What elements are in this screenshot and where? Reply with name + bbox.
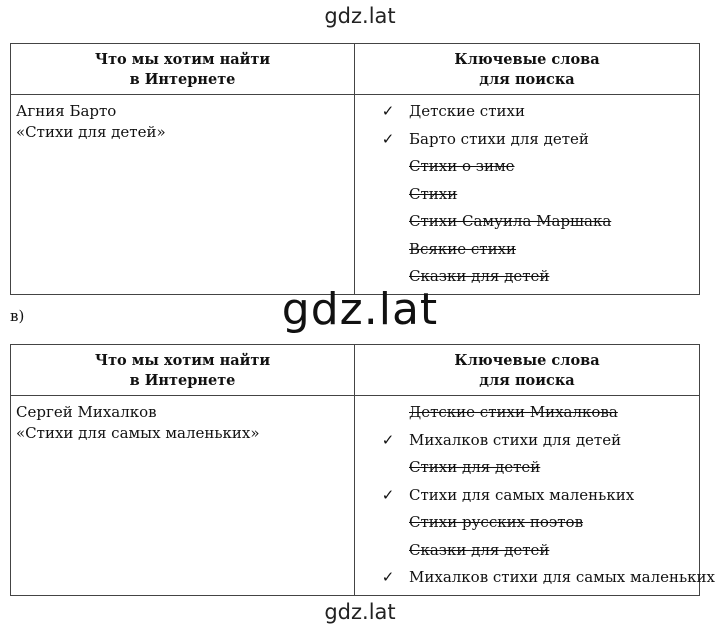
table-header-row [11, 345, 700, 396]
keyword-text: Барто стихи для детей [409, 129, 589, 148]
subject-title: «Стихи для детей» [16, 123, 166, 141]
header-what-to-find: Что мы хотим найти в Интернете [11, 345, 355, 396]
keyword-item [355, 239, 699, 267]
keyword-list [355, 95, 699, 294]
keyword-item [355, 101, 699, 129]
keyword-text: Сказки для детей [409, 540, 550, 559]
table-header-row [11, 44, 700, 95]
keyword-item [355, 457, 699, 485]
keyword-text: Стихи Самуила Маршака [409, 212, 612, 230]
keyword-item [355, 512, 699, 540]
section-label: в) [10, 307, 25, 325]
table-body-row [11, 396, 700, 596]
keyword-text: Михалков стихи для детей [409, 430, 622, 449]
keyword-item [355, 129, 699, 157]
subject-cell [11, 95, 355, 295]
keyword-text: Детские стихи [409, 102, 525, 120]
keyword-item [355, 430, 699, 458]
keyword-text: Стихи русских поэтов [409, 513, 584, 531]
header-keywords: Ключевые слова для поиска [355, 44, 700, 95]
keyword-text: Детские стихи Михалкова [409, 403, 618, 421]
keyword-item [355, 402, 699, 430]
keywords-cell [355, 396, 716, 596]
check-icon: ✓ [381, 102, 395, 120]
check-icon: ✓ [381, 568, 395, 586]
keyword-item [355, 156, 699, 184]
watermark-top: gdz.lat [324, 4, 396, 28]
watermark-middle: gdz.lat [281, 284, 439, 335]
keyword-text: Стихи [409, 184, 458, 203]
keyword-text: Всякие стихи [409, 239, 517, 258]
check-icon: ✓ [381, 129, 395, 148]
keyword-text: Стихи для самых маленьких [409, 485, 635, 504]
search-table-b [10, 344, 716, 596]
keyword-list [355, 396, 716, 595]
subject-title: «Стихи для самых маленьких» [16, 424, 260, 442]
subject-cell [11, 396, 355, 596]
check-icon: ✓ [381, 485, 395, 504]
keyword-text: Стихи о зиме [409, 157, 515, 175]
table-body-row [11, 95, 700, 295]
keyword-text: Стихи для детей [409, 458, 541, 476]
subject-author: Сергей Михалков [16, 403, 157, 421]
subject-author: Агния Барто [16, 102, 117, 120]
keyword-item [355, 567, 716, 595]
keyword-text: Сказки для детей [409, 267, 550, 285]
keyword-item [355, 211, 699, 239]
watermark-bottom: gdz.lat [324, 600, 396, 624]
search-table-a [10, 43, 700, 295]
keyword-item [355, 540, 699, 568]
header-keywords: Ключевые слова для поиска [355, 345, 700, 396]
keyword-item [355, 184, 699, 212]
keywords-cell [355, 95, 700, 295]
check-icon: ✓ [381, 430, 395, 449]
keyword-text: Михалков стихи для самых маленьких [409, 568, 716, 586]
keyword-item [355, 485, 699, 513]
header-what-to-find: Что мы хотим найти в Интернете [11, 44, 355, 95]
